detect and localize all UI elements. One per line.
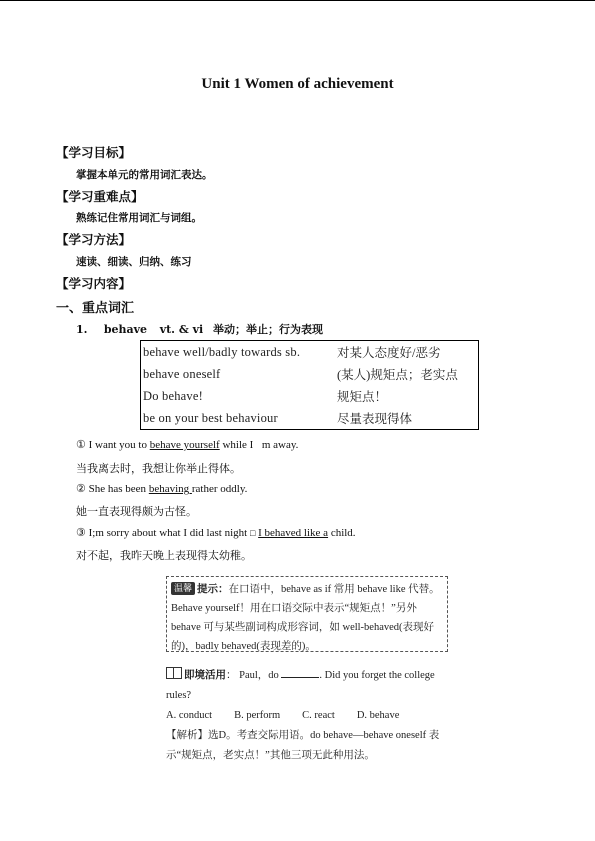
option-c: C. react	[302, 710, 335, 721]
phrase-en: behave well/badly towards sb.	[143, 344, 301, 359]
exercise-question-b: . Did you forget the college rules?	[166, 670, 435, 701]
phrase-en: behave oneself	[143, 366, 221, 381]
exercise-colon: ：	[226, 670, 237, 681]
exercise-options	[166, 706, 450, 726]
option-d: D. behave	[356, 710, 400, 721]
table-row	[141, 341, 479, 364]
option-b: B. perform	[234, 710, 281, 721]
example-sentence-1	[76, 438, 298, 451]
example-underlined: behaving	[148, 483, 192, 495]
section-key-vocab: 一、重点词汇	[56, 301, 135, 316]
exercise-question	[166, 666, 450, 706]
example-underlined: I behaved like a	[258, 527, 329, 539]
example-text: rather oddly.	[191, 483, 248, 495]
word-headword: behave	[103, 323, 148, 336]
option-a: A. conduct	[166, 710, 213, 721]
phrase-cn: 对某人态度好/恶劣	[337, 346, 441, 360]
tip-label: 提示：	[197, 584, 229, 595]
example-text: I;m sorry about what I did last night	[88, 527, 250, 539]
content-heading: 【学习内容】	[56, 276, 132, 291]
table-row	[141, 407, 479, 430]
unknown-glyph: □	[249, 528, 256, 538]
word-meaning: 举动；举止；行为表现	[213, 323, 323, 336]
example-sentence-3	[76, 526, 356, 539]
exercise-tag: 即境活用	[184, 670, 226, 681]
example-text: I want you to	[88, 439, 150, 451]
key-heading: 【学习重难点】	[56, 189, 144, 204]
phrase-table	[140, 340, 479, 430]
phrase-cn: 规矩点！	[337, 390, 388, 404]
exercise-answer: 【解析】选D。考查交际用语。do behave—behave oneself 表示“规矩点，老实点！”其他三项无此种用法。	[166, 730, 440, 761]
method-heading: 【学习方法】	[56, 232, 132, 247]
goal-text: 掌握本单元的常用词汇表达。	[76, 169, 213, 181]
word-pos: vt. & vi	[159, 323, 204, 336]
phrase-en: be on your best behaviour	[143, 410, 278, 425]
example-sentence-2	[76, 482, 247, 495]
table-row	[141, 363, 479, 385]
tip-tag: 温馨	[171, 582, 195, 595]
example-text: child.	[328, 527, 356, 539]
word-entry	[76, 321, 323, 337]
goal-heading: 【学习目标】	[56, 145, 132, 160]
example-number: ①	[76, 439, 86, 451]
table-row	[141, 385, 479, 407]
tip-image	[164, 574, 452, 762]
phrase-en: Do behave!	[143, 388, 203, 403]
example-number: ③	[76, 527, 86, 539]
exercise-block	[166, 666, 450, 766]
phrase-cn: 尽量表现得体	[337, 412, 413, 426]
tip-text: 在口语中，behave as if 常用 behave like 代替。Behave yourself！用在口语交际中表示“规矩点！”另外 behave 可与某些副词构成形容词，如 well-behaved(表现好的)，badly behaved(表现差的)。	[171, 584, 440, 652]
top-rule	[0, 0, 595, 1]
example-text: while I m away.	[219, 439, 299, 451]
book-icon	[166, 667, 182, 679]
page-title: Unit 1 Women of achievement	[201, 76, 394, 92]
key-text: 熟练记住常用词汇与词组。	[76, 212, 202, 224]
tip-box	[166, 576, 448, 652]
example-text: She has been	[88, 483, 149, 495]
example-number: ②	[76, 483, 86, 495]
example-translation-2: 她一直表现得颇为古怪。	[76, 505, 197, 518]
example-translation-3: 对不起，我昨天晚上表现得太幼稚。	[76, 549, 252, 562]
exercise-question-a: Paul，do	[239, 670, 279, 681]
answer-blank	[281, 667, 319, 678]
method-text: 速读、细读、归纳、练习	[76, 256, 192, 268]
example-translation-1: 当我离去时，我想让你举止得体。	[76, 462, 241, 475]
phrase-cn: (某人)规矩点；老实点	[337, 368, 458, 382]
example-underlined: behave yourself	[149, 439, 220, 451]
word-number: 1.	[76, 323, 88, 336]
